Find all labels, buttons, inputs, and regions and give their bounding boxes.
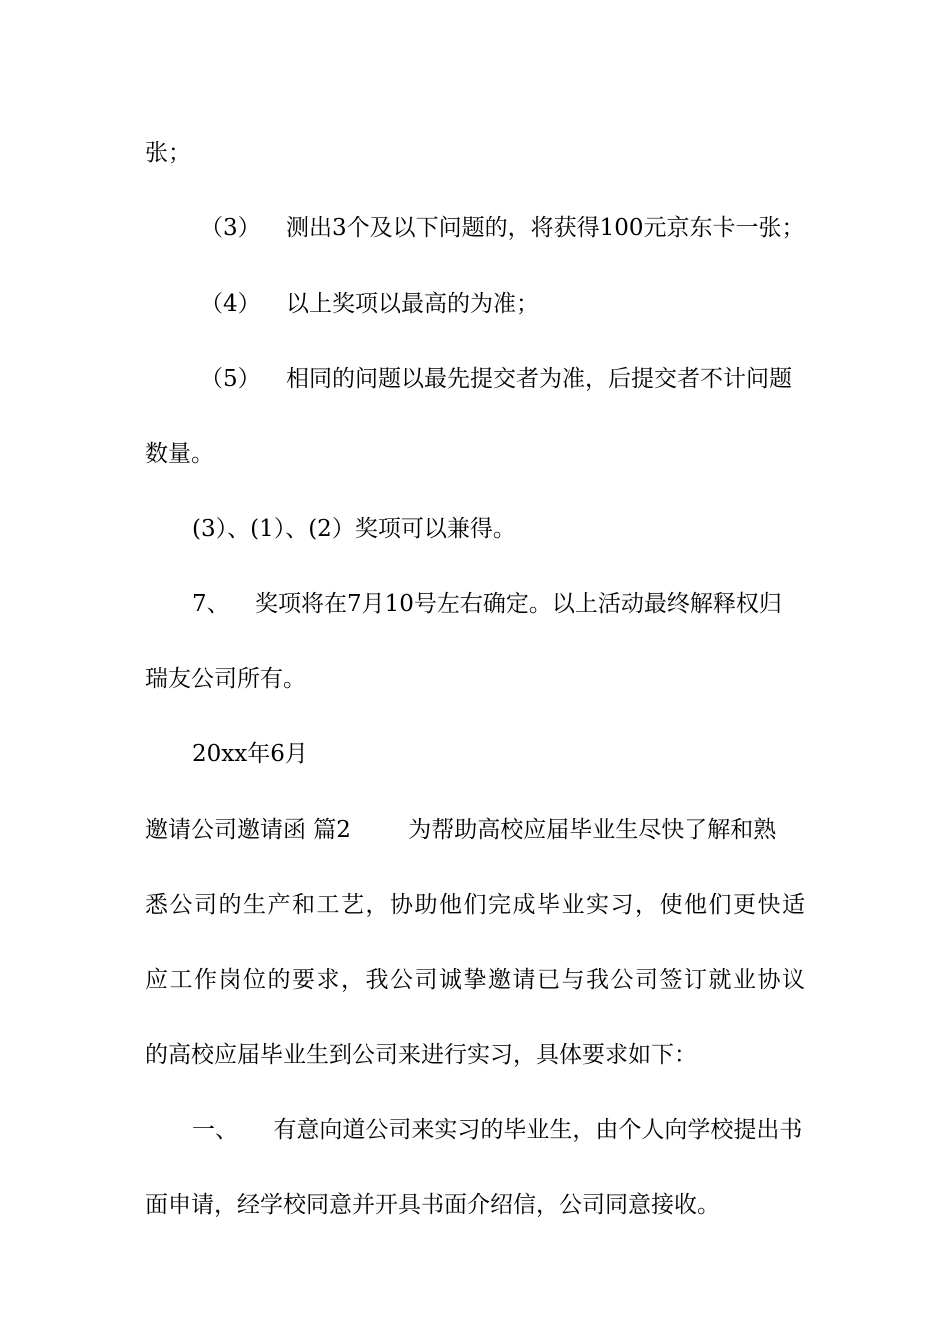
date-text: 20xx年6月 <box>192 741 308 767</box>
section-heading-line <box>145 814 805 846</box>
paragraph-text: 为帮助高校应届毕业生尽快了解和熟 <box>408 817 777 843</box>
list-item <box>192 1114 852 1146</box>
text-line <box>145 663 805 695</box>
paragraph-text: 的高校应届毕业生到公司来进行实习，具体要求如下： <box>145 1042 697 1068</box>
list-item-text: 有意向道公司来实习的毕业生，由个人向学校提出书 <box>273 1117 803 1143</box>
paragraph-text: 瑞友公司所有。 <box>145 666 306 692</box>
paragraph-text: 数量。 <box>145 441 214 467</box>
list-item-text: 以上奖项以最高的为准； <box>285 291 539 317</box>
text-line <box>145 1039 805 1071</box>
list-item-text: 相同的问题以最先提交者为准，后提交者不计问题 <box>285 366 792 392</box>
list-item-text: 测出3个及以下问题的，将获得100元京东卡一张； <box>285 215 805 241</box>
text-line <box>145 438 805 470</box>
list-item <box>200 212 860 244</box>
date-line <box>192 738 852 770</box>
list-item <box>200 288 860 320</box>
list-item-text: 奖项将在7月10号左右确定。以上活动最终解释权归 <box>254 591 782 617</box>
paragraph-text: 张； <box>145 140 191 166</box>
paragraph-text: (3）、(1）、(2）奖项可以兼得。 <box>192 516 516 542</box>
text-line <box>145 137 805 169</box>
text-line <box>145 964 805 996</box>
paragraph-text: 应工作岗位的要求，我公司诚挚邀请已与我公司签订就业协议 <box>145 967 805 993</box>
list-marker: 7、 <box>192 591 230 617</box>
paragraph-text: 悉公司的生产和工艺，协助他们完成毕业实习，使他们更快适 <box>145 892 805 918</box>
list-marker: （3） <box>200 215 261 241</box>
text-line <box>145 889 805 921</box>
text-line <box>145 1189 805 1221</box>
section-heading: 邀请公司邀请函 篇2 <box>145 817 351 843</box>
list-marker: （4） <box>200 291 261 317</box>
paragraph-text: 面申请，经学校同意并开具书面介绍信，公司同意接收。 <box>145 1192 720 1218</box>
text-line <box>192 513 852 545</box>
list-item <box>192 588 852 620</box>
list-marker: （5） <box>200 366 261 392</box>
list-marker: 一、 <box>192 1117 238 1143</box>
list-item <box>200 363 860 395</box>
